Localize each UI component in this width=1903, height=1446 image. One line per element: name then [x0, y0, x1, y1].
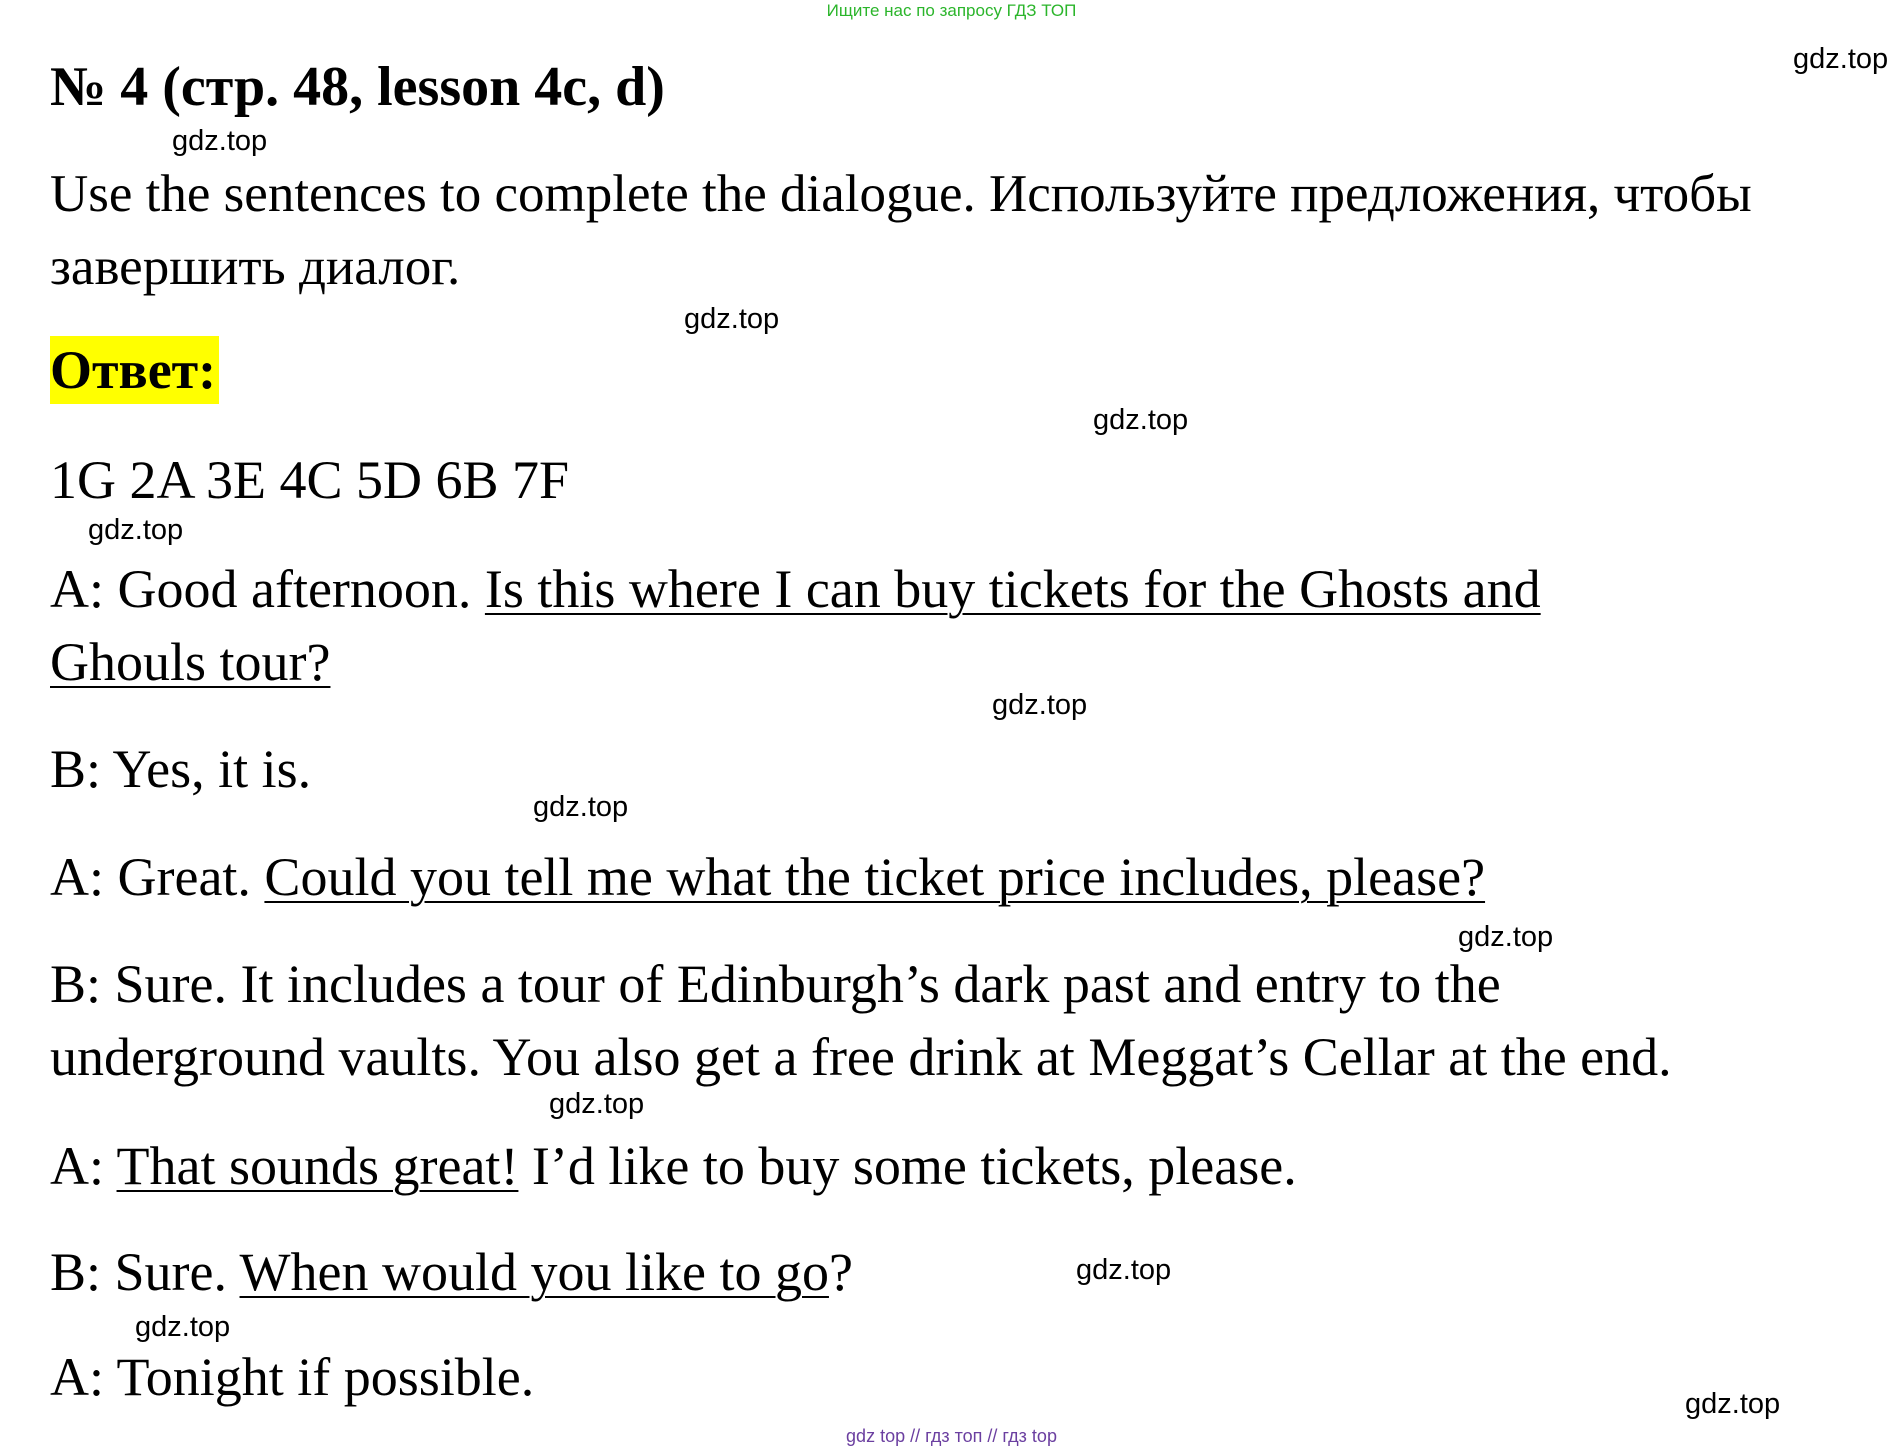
- speaker-text: B: Sure.: [50, 1242, 240, 1302]
- answer-underlined: When would you like to go: [239, 1242, 829, 1302]
- watermark: gdz.top: [88, 514, 184, 546]
- watermark: gdz.top: [1458, 921, 1554, 953]
- watermark: gdz.top: [1076, 1254, 1172, 1286]
- answer-label: Ответ:: [50, 336, 219, 404]
- speaker-text: A: Good afternoon.: [50, 559, 485, 619]
- watermark: gdz.top: [135, 1311, 231, 1343]
- answer-underlined: Could you tell me what the ticket price includes, please?: [264, 847, 1486, 907]
- dialogue-line-6: [50, 1236, 853, 1309]
- watermark: gdz.top: [549, 1088, 645, 1120]
- dialogue-line-4b: underground vaults. You also get a free drink at Meggat’s Cellar at the end.: [50, 1027, 1672, 1087]
- line-suffix: ?: [828, 1242, 853, 1302]
- speaker-text: A: Great.: [50, 847, 265, 907]
- watermark: gdz.top: [1093, 404, 1189, 436]
- line-suffix: I’d like to buy some tickets, please.: [518, 1136, 1297, 1196]
- top-banner: Ищите нас по запросу ГДЗ ТОП: [826, 1, 1077, 20]
- dialogue-line-4a: B: Sure. It includes a tour of Edinburgh’s dark past and entry to the: [50, 954, 1501, 1014]
- dialogue-line-3: [50, 841, 1485, 914]
- answer-underlined: Ghouls tour?: [50, 632, 331, 692]
- dialogue-line-7: A: Tonight if possible.: [50, 1347, 535, 1407]
- dialogue-line-1b: [50, 626, 330, 699]
- watermark: gdz.top: [684, 303, 780, 335]
- answer-underlined: That sounds great!: [116, 1136, 519, 1196]
- dialogue-line-2: B: Yes, it is.: [50, 739, 312, 799]
- answer-keys: 1G 2A 3E 4C 5D 6B 7F: [50, 450, 570, 510]
- footer-watermark: gdz top // гдз топ // гдз top: [846, 1426, 1057, 1446]
- dialogue-line-1a: [50, 553, 1541, 626]
- watermark: gdz.top: [533, 791, 629, 823]
- dialogue-line-5: [50, 1130, 1297, 1203]
- page-title: № 4 (стр. 48, lesson 4c, d): [50, 56, 665, 118]
- task-instruction: Use the sentences to complete the dialogue. Используйте предложения, чтобы завершить диалог.: [50, 165, 1752, 296]
- answer-underlined: Is this where I can buy tickets for the Ghosts and: [484, 559, 1541, 619]
- speaker-text: A:: [50, 1136, 117, 1196]
- watermark: gdz.top: [1685, 1388, 1781, 1420]
- watermark: gdz.top: [1793, 43, 1889, 75]
- watermark: gdz.top: [172, 125, 268, 157]
- watermark: gdz.top: [992, 689, 1088, 721]
